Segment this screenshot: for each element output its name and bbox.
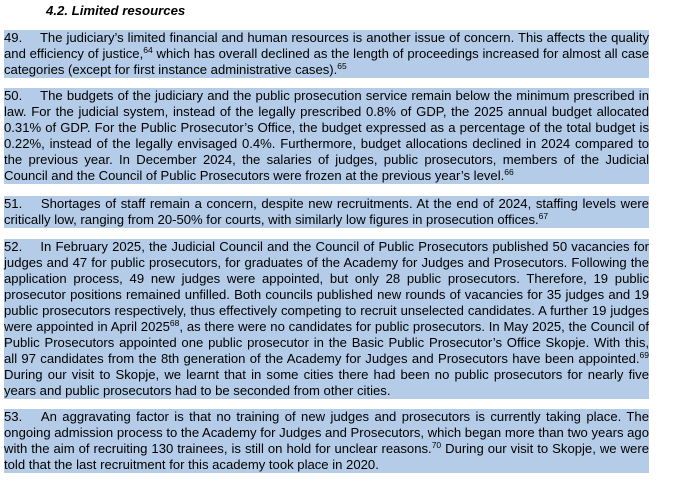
paragraph-text-run: During our visit to Skopje, we learnt that in some cities there had been no public prosecutors for nearly five years and public prosecutors had to be seconded from other cities. (4, 367, 649, 398)
footnote-ref[interactable]: 69 (639, 350, 649, 360)
paragraph-text-run: In February 2025, the Judicial Council and the Council of Public Prosecutors published 50 vacancies for judges and 47 for public prosecutors, for graduates of the Academy for Judges and Prosecutors. Following the application process, 49 new judges were appointed, but only 28 public prosecutors. Therefore, 19 public prosecutor positions remained unfilled. Both councils published new rounds of vacancies for 35 judges and 19 public prosecutors respectively, thus effectively competing to recruit unselected candidates. A further 19 judges were appointed in April 2025 (4, 239, 649, 334)
paragraph-52 (0, 239, 683, 399)
paragraph-text (4, 409, 649, 473)
footnote-ref[interactable]: 68 (169, 318, 180, 328)
footnote-ref[interactable]: 65 (337, 61, 347, 71)
paragraph-49 (0, 30, 683, 78)
paragraph-text-run: During our visit to Skopje, we were told that the last recruitment for this academy took place in 2020. (4, 441, 649, 472)
footnote-ref[interactable]: 67 (538, 211, 549, 221)
paragraph-text (4, 88, 649, 184)
paragraph-text-run: Shortages of staff remain a concern, despite new recruitments. At the end of 2024, staffing levels were critically low, ranging from 20-50% for courts, with similarly low figures in prosecution offices. (4, 196, 650, 227)
paragraph-text-run: The judiciary’s limited financial and human resources is another issue of concern. This affects the quality and efficiency of justice, (4, 30, 649, 61)
paragraph-text-run: which has overall declined as the length of proceedings increased for almost all case categories (except for first instance administrative cases). (4, 46, 649, 77)
footnote-ref[interactable]: 66 (504, 167, 514, 177)
paragraph-51 (0, 196, 683, 228)
section-heading: 4.2. Limited resources (46, 3, 186, 18)
paragraph-50 (0, 88, 683, 184)
footnote-ref[interactable]: 70 (431, 440, 442, 450)
paragraph-number: 51. (4, 196, 23, 211)
footnote-ref[interactable]: 64 (143, 45, 153, 55)
paragraph-text-run: An aggravating factor is that no training of new judges and prosecutors is currently taking place. The ongoing admission process to the Academy for Judges and Prosecutors, which began more than two years ago with the aim of recruiting 130 trainees, is still on hold for unclear reasons. (4, 409, 649, 456)
paragraph-text-run: The budgets of the judiciary and the public prosecution service remain below the minimum prescribed in law. For the judicial system, instead of the legally prescribed 0.8% of GDP, the 2025 annual budget allocated 0.31% of GDP. For the Public Prosecutor’s Office, the budget expressed as a percentage of the total budget is 0.22%, instead of the legally envisaged 0.4%. Furthermore, budget allocations declined in 2024 compared to the previous year. In December 2024, the salaries of judges, public prosecutors, members of the Judicial Council and the Council of Public Prosecutors were frozen at the previous year’s level. (4, 88, 649, 183)
paragraph-number: 52. (4, 239, 23, 254)
paragraph-text (4, 196, 649, 228)
paragraph-text (4, 30, 649, 78)
paragraph-number: 50. (4, 88, 23, 103)
paragraph-number: 49. (4, 30, 23, 45)
paragraph-53 (0, 409, 683, 473)
paragraph-text (4, 239, 649, 399)
paragraph-number: 53. (4, 409, 23, 424)
paragraph-text-run: , as there were no candidates for public prosecutors. In May 2025, the Council of Public Prosecutors appointed one public prosecutor in the Basic Public Prosecutor’s Office Skopje. With this, all 97 candidates from the 8th generation of the Academy for Judges and Prosecutors have been appointed. (4, 319, 649, 366)
